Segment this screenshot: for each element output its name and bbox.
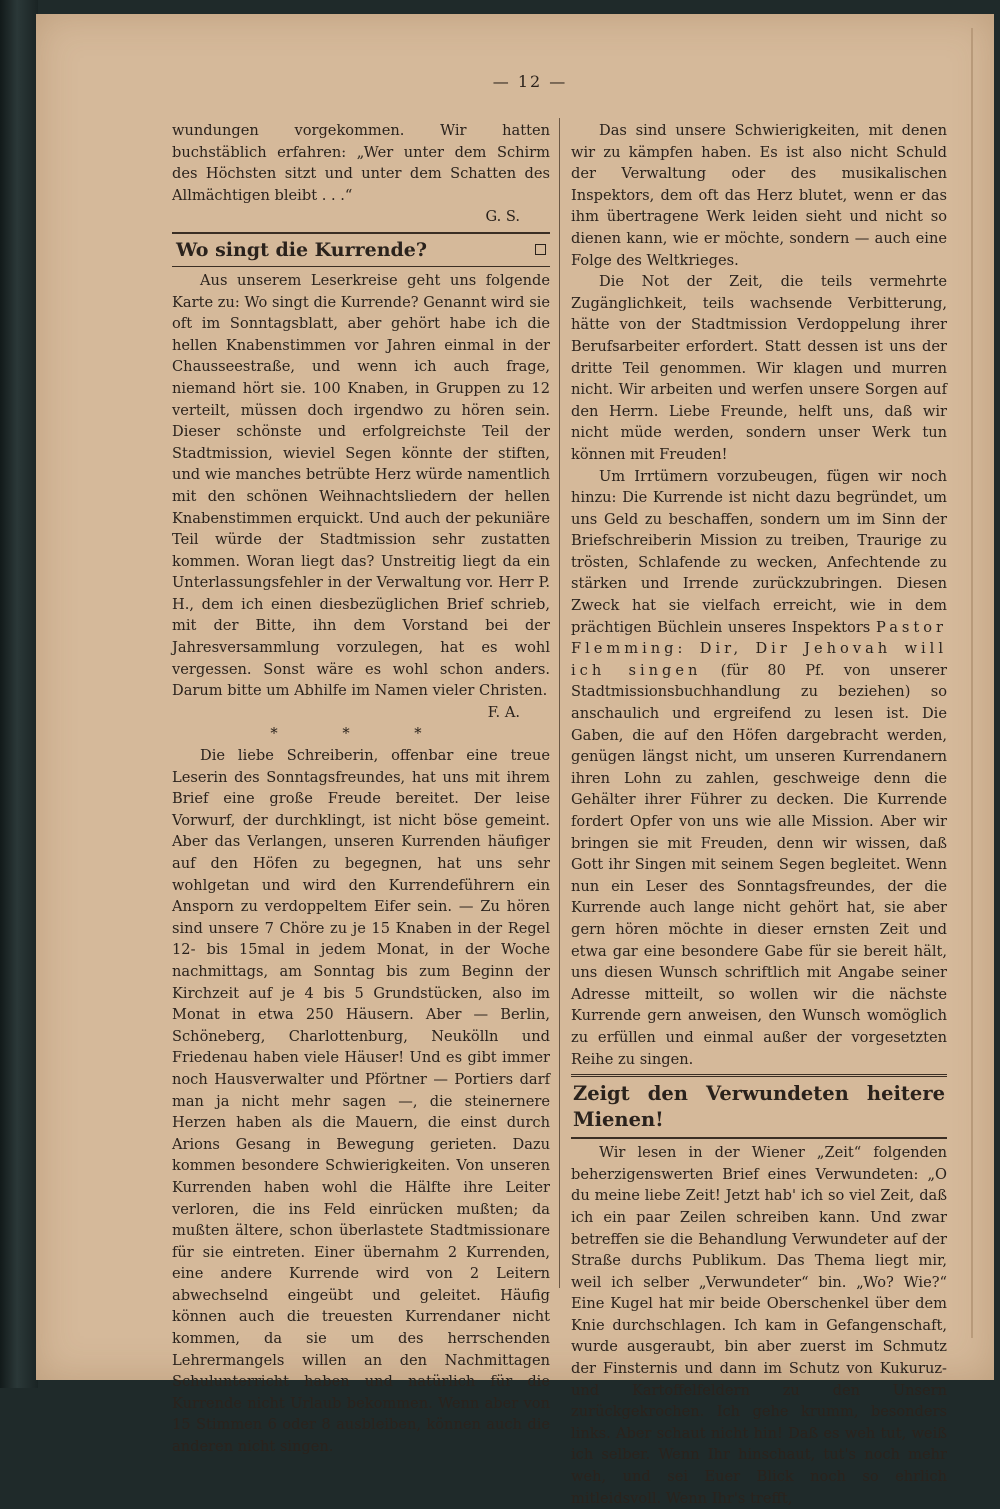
reader-letter: Aus unserem Leserkreise geht uns folgende Karte zu: Wo singt die Kurrende? Genannt wird sie oft im Sonntagsblatt, aber gehört habe ich die hellen Knabenstimmen vor Jahren einmal in der Chausseestraße, und wenn ich auch frage, niemand hört sie. 100 Knaben, in Gruppen zu 12 verteilt, müssen doch irgendwo zu hören sein. Dieser schönste und erfolgreichste Teil der Stadtmission, wieviel Segen könnte der stiften, und wie manches betrübte Herz würde namentlich mit den schönen Weihnachtsliedern der hellen Knabenstimmen erquickt. Und auch der pekuniäre Teil würde der Stadtmission sehr zustatten kommen. Woran liegt das? Unstreitig liegt da ein Unterlassungsfehler in der Verwaltung vor. Herr P. H., dem ich einen diesbezüglichen Brief schrieb, mit der Bitte, ihn dem Vorstand bei der Jahresversammlung vorzulegen, hat es wohl vergessen. Sonst wäre es wohl schon anders. Darum bitte um Abhilfe im Namen vieler Christen. [172, 271, 550, 700]
section-asterisks: * * * [270, 725, 452, 743]
paragraph-3-end: (für 80 Pf. von unserer Stadtmissionsbuchhandlung zu beziehen) so anschaulich und ergreifend zu lesen ist. Die Gaben, die auf den Höfen dargebracht werden, genügen längst nicht, um unseren Kurrendanern ihren Lohn zu zahlen, geschweige denn die Gehälter ihrer Führer zu decken. Die Kurrende fordert Opfer von uns wie alle Mission. Aber wir bringen sie mit Freuden, denn wir wissen, daß Gott ihr Singen mit seinem Segen begleitet. Wenn nun ein Leser des Sonntagsfreundes, der die Kurrende auch lange nicht gehört hat, sie aber gern hören möchte in dieser ernsten Zeit und etwa gar eine besondere Gabe für sie bereit hält, uns diesen Wunsch schriftlich mit Angabe seiner Adresse mitteilt, so wollen wir die nächste Kurrende gern anweisen, den Wunsch womöglich zu erfüllen und einmal außer der vorgesetzten Reihe zu singen. [571, 661, 947, 1068]
column-divider [559, 118, 560, 1288]
book-title-spaced: Pastor Flemming: Dir, Dir Jehovah will ich singen [571, 618, 948, 679]
right-column [571, 120, 947, 1509]
box-ornament-icon [535, 244, 546, 255]
paragraph-3-start: Um Irrtümern vorzubeugen, fügen wir noch hinzu: Die Kurrende ist nicht dazu begründet, um uns Geld zu beschaffen, sondern um im Sinn der Briefschreiberin Mission zu treiben, Traurige zu trösten, Schlafende zu wecken, Anfechtende zu stärken und Irrende zurückzubringen. Diesen Zweck hat sie vielfach erreicht, wie in dem prächtigen Büchlein unseres Inspektors [571, 467, 947, 636]
reply-paragraph-3 [571, 466, 947, 1071]
article-heading-kurrende [172, 232, 550, 267]
article-heading-verwundete [571, 1074, 947, 1139]
heading-text: Wo singt die Kurrende? [176, 238, 428, 261]
heading2-text: Zeigt den Verwundeten heitere Mienen! [573, 1082, 945, 1132]
left-column [172, 120, 550, 1458]
editorial-reply: Die liebe Schreiberin, offenbar eine treue Leserin des Sonntagsfreundes, hat uns mit ihrem Brief eine große Freude bereitet. Der leise Vorwurf, der durchklingt, ist nicht böse gemeint. Aber das Verlangen, unseren Kurrenden häufiger auf den Höfen zu begegnen, hat uns sehr wohlgetan und wird den Kurrendeführern ein Ansporn zu verdoppeltem Eifer sein. — Zu hören sind unsere 7 Chöre zu je 15 Knaben in der Regel 12- bis 15mal in jedem Monat, in der Woche nachmittags, am Sonntag bis zum Beginn der Kirchzeit auf je 4 bis 5 Grundstücken, also im Monat in etwa 250 Häusern. Aber — Berlin, Schöneberg, Charlottenburg, Neukölln und Friedenau haben viele Häuser! Und es gibt immer noch Hausverwalter und Pförtner — Portiers darf man ja nicht mehr sagen —, die steinernere Herzen haben als die Mauern, die einst durch Arions Gesang in Bewegung gerieten. Dazu kommen besondere Schwierigkeiten. Von unseren Kurrenden haben wohl die Hälfte ihre Leiter verloren, die ins Feld einrücken mußten; da mußten ältere, schon überlastete Stadtmissionare für sie eintreten. Einer übernahm 2 Kurrenden, eine andere Kurrende wird von 2 Leitern abwechselnd eingeübt und geleitet. Häufig können auch die treuesten Kurrendaner nicht kommen, da sie um des herrschenden Lehrermangels willen an den Nachmittagen Schulunterricht haben und natürlich für die Kurrende nicht Urlaub bekommen. Wenn aber von 15 Stimmen 6 oder 8 ausbleiben, können auch die anderen nicht singen. [172, 747, 550, 1456]
reply-paragraph-1: Das sind unsere Schwierigkeiten, mit denen wir zu kämpfen haben. Es ist also nicht Schuld der Verwaltung oder des musikalischen Inspektors, dem oft das Herz blutet, wenn er das ihm übertragene Werk leiden sieht und nicht so dienen kann, wie er möchte, sondern — auch eine Folge des Weltkrieges. [571, 122, 947, 269]
intro-paragraph: wundungen vorgekommen. Wir hatten buchstäblich erfahren: „Wer unter dem Schirm des Höchsten sitzt und unter dem Schatten des Allmächtigen bleibt . . .“ [172, 122, 550, 204]
intro-signature: G. S. [485, 208, 520, 226]
page-number: — 12 — [492, 72, 568, 91]
book-binding [0, 0, 38, 1388]
reply-paragraph-2: Die Not der Zeit, die teils vermehrte Zugänglichkeit, teils wachsende Verbitterung, hätte von der Stadtmission Verdoppelung ihrer Berufsarbeiter erfordert. Statt dessen ist uns der dritte Teil genommen. Wir klagen und murren nicht. Wir arbeiten und werfen unsere Sorgen auf den Herrn. Liebe Freunde, helft uns, daß wir nicht müde werden, sondern unser Werk tun können mit Freuden! [571, 273, 947, 463]
letter-signature: F. A. [487, 703, 520, 721]
wounded-letter: Wir lesen in der Wiener „Zeit“ folgenden beherzigenswerten Brief eines Verwundeten: „O du meine liebe Zeit! Jetzt hab' ich so viel Zeit, daß ich ein paar Zeilen schreiben kann. Und zwar betreffen sie die Behandlung Verwundeter auf der Straße durchs Publikum. Das Thema liegt mir, weil ich selber „Verwundeter“ bin. „Wo? Wie?“ Eine Kugel hat mir beide Oberschenkel über dem Knie durchschlagen. Ich kam in Gefangenschaft, wurde ausgeraubt, bin aber zuerst im Schmutz der Finsternis und dann im Schutz von Kukuruz- und Kartoffelfeldern zu den Unsern zurückgekrochen. Ich gehe krumm, besonders links. Aber schaut nicht hin! Daß es weh tut, weiß ich selber. Wenn Ihr hinschaut, tut's noch mehr weh, und sei Euer Blick noch so ehrlich mitleidsvoll. Wenn Ihr's trefft, [571, 1144, 947, 1507]
